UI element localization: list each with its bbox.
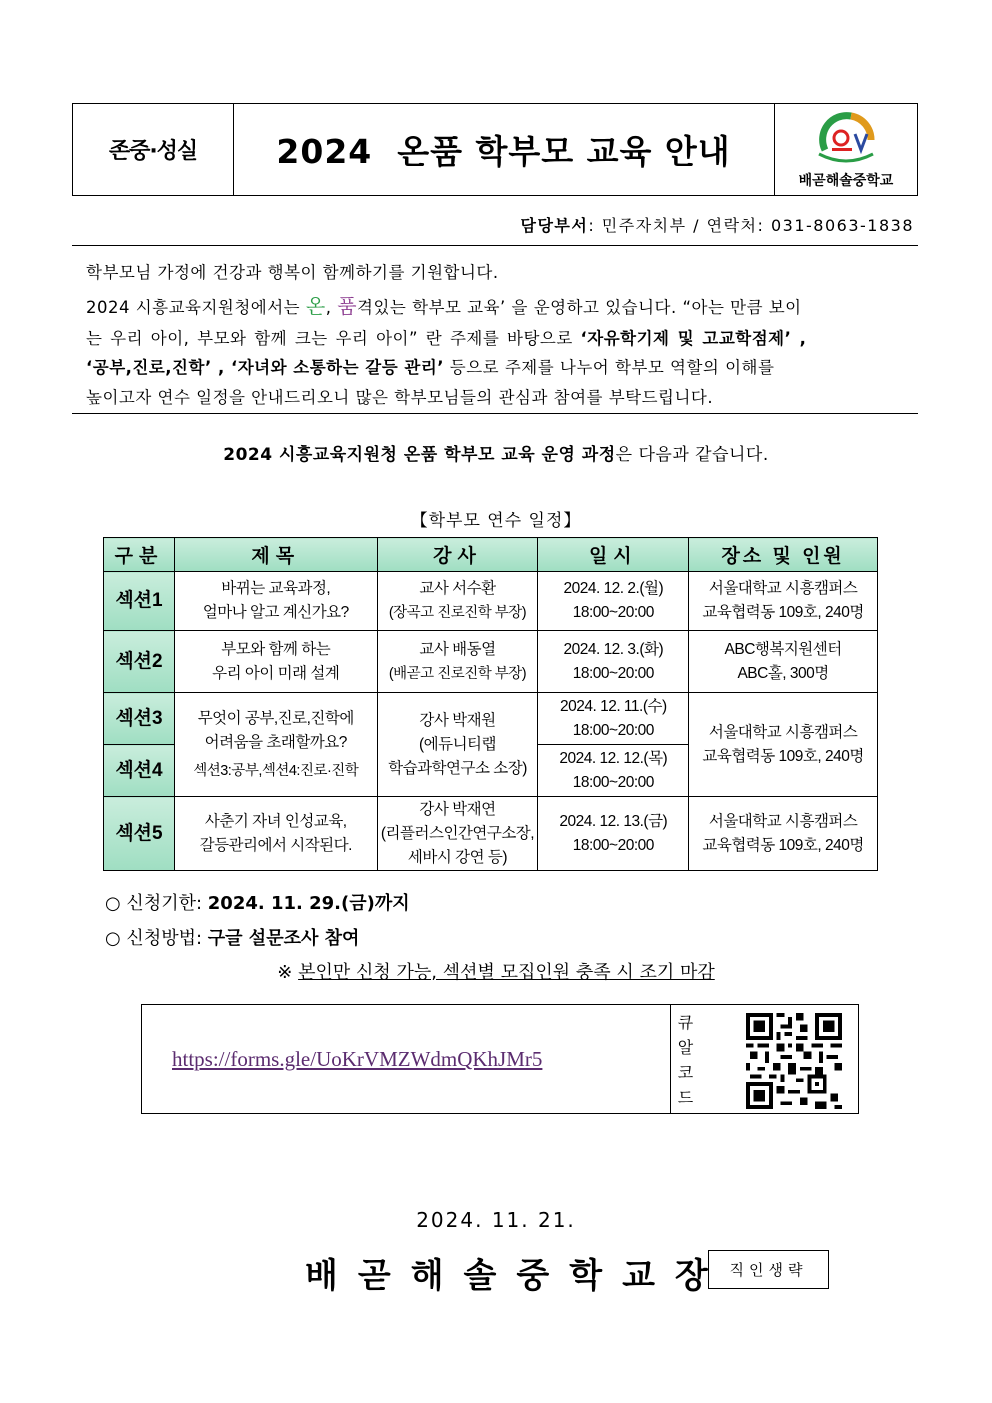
header-datetime: 일시 — [538, 538, 689, 572]
place-cell — [689, 631, 878, 693]
datetime-cell — [538, 797, 689, 871]
place-line: ABC홀, 300명 — [737, 664, 829, 682]
date-line: 2024. 12. 12.(목) — [559, 749, 668, 767]
intro-paragraph — [72, 245, 918, 414]
place-line: 서울대학교 시흥캠퍼스 — [708, 580, 858, 597]
document-title: 2024 온품 학부모 교육 안내 — [233, 104, 775, 195]
title-line: 무엇이 공부,진로,진학에 — [197, 709, 354, 727]
apply-note — [0, 958, 992, 984]
intro-topic-1: ‘자유학기제 및 고교학점제’ , — [580, 329, 807, 348]
speaker-cell — [377, 572, 538, 631]
speaker-cell — [377, 693, 538, 797]
school-logo-icon — [811, 110, 881, 168]
intro-line-2c: 격있는 학부모 교육’ 을 운영하고 있습니다. “아는 만큼 보이 — [357, 298, 802, 317]
schedule-table — [103, 537, 878, 871]
note-text: 본인만 신청 가능, 섹션별 모집인원 충족 시 조기 마감 — [298, 962, 715, 983]
time-line: 18:00~20:00 — [572, 721, 654, 739]
speaker-line: 학습과학연구소 소장) — [388, 759, 527, 777]
session-cell: 섹션1 — [104, 572, 175, 631]
title-line: 우리 아이 미래 설계 — [212, 664, 340, 682]
speaker-cell — [377, 631, 538, 693]
lead-bold: 2024 시흥교육지원청 온품 학부모 교육 운영 과정 — [223, 445, 616, 465]
header-place: 장소 및 인원 — [689, 538, 878, 572]
speaker-line: 세바시 강연 등) — [407, 848, 508, 866]
intro-line-4b: 등으로 주제를 나누어 학부모 역할의 이해를 — [444, 358, 775, 377]
intro-line-3a: 는 우리 아이, 부모와 함께 크는 우리 아이” 란 주제를 바탕으로 — [86, 329, 581, 348]
place-line: ABC행복지원센터 — [724, 640, 842, 658]
speaker-line: 교사 배동열 — [419, 640, 496, 658]
deadline-label: ○ 신청기한: — [105, 893, 208, 914]
intro-line-5: 높이고자 연수 일정을 안내드리오니 많은 학부모님들의 관심과 참여를 부탁드립니다. — [86, 388, 714, 407]
table-row — [104, 693, 878, 745]
title-line: 부모와 함께 하는 — [221, 640, 331, 658]
header-title: 제목 — [174, 538, 377, 572]
date-line: 2024. 12. 2.(월) — [563, 580, 664, 597]
datetime-cell — [538, 745, 689, 797]
apply-method — [105, 924, 359, 950]
speaker-line: 강사 박재원 — [419, 711, 496, 729]
time-line: 18:00~20:00 — [572, 773, 654, 791]
speaker-line: 교사 서수환 — [419, 580, 496, 597]
seal-omitted-box: 직인생략 — [708, 1250, 829, 1289]
place-line: 서울대학교 시흥캠퍼스 — [708, 812, 858, 830]
header-session: 구분 — [104, 538, 175, 572]
table-row — [104, 631, 878, 693]
place-line: 서울대학교 시흥캠퍼스 — [708, 723, 858, 741]
title-line: 바뀌는 교육과정, — [221, 580, 331, 597]
method-value: 구글 설문조사 참여 — [207, 928, 360, 949]
time-line: 18:00~20:00 — [572, 664, 654, 682]
qr-label-char: 코 — [677, 1063, 694, 1082]
datetime-cell — [538, 631, 689, 693]
school-logo — [775, 104, 917, 195]
place-line: 교육협력동 109호, 240명 — [702, 836, 864, 854]
contact-info — [520, 213, 914, 236]
title-cell — [174, 572, 377, 631]
intro-line-4 — [86, 354, 906, 378]
title-cell — [174, 693, 377, 797]
principal-signature: 배곧해솔중학교장 — [305, 1256, 728, 1296]
place-cell — [689, 693, 878, 797]
deadline-value: 2024. 11. 29.(금)까지 — [207, 893, 410, 914]
speaker-line: (리플러스인간연구소장, — [380, 824, 535, 842]
table-row — [104, 572, 878, 631]
lead-sentence — [0, 440, 992, 465]
session-cell: 섹션5 — [104, 797, 175, 871]
title-line: 섹션3:공부,섹션4:진로·진학 — [193, 762, 359, 779]
intro-line-1: 학부모님 가정에 건강과 행복이 함께하기를 기원합니다. — [86, 263, 499, 282]
apply-deadline — [105, 889, 410, 915]
datetime-cell — [538, 693, 689, 745]
title-line: 사춘기 자녀 인성교육, — [204, 812, 347, 830]
qr-label-char: 드 — [677, 1088, 694, 1107]
intro-line-2 — [86, 290, 906, 319]
speaker-cell — [377, 797, 538, 871]
date-line: 2024. 12. 13.(금) — [559, 812, 668, 830]
date-line: 2024. 12. 11.(수) — [559, 697, 667, 715]
speaker-line: 강사 박재연 — [419, 800, 496, 818]
issue-date: 2024. 11. 21. — [416, 1208, 576, 1232]
place-cell — [689, 572, 878, 631]
session-cell: 섹션4 — [104, 745, 175, 797]
title-line: 어려움을 초래할까요? — [204, 733, 347, 751]
session-cell: 섹션3 — [104, 693, 175, 745]
schedule-title: 【학부모 연수 일정】 — [410, 511, 582, 531]
method-label: ○ 신청방법: — [105, 928, 208, 949]
intro-line-2a: 2024 시흥교육지원청에서는 — [86, 298, 306, 317]
time-line: 18:00~20:00 — [572, 836, 654, 854]
qr-label-char: 큐 — [677, 1013, 694, 1032]
title-cell — [174, 631, 377, 693]
place-line: 교육협력동 109호, 240명 — [702, 747, 864, 765]
date-line: 2024. 12. 3.(화) — [563, 640, 664, 658]
department-contact: : 민주자치부 / 연락처: 031-8063-1838 — [588, 216, 914, 235]
speaker-line: (배곧고 진로진학 부장) — [388, 665, 527, 682]
qr-label-char: 알 — [677, 1038, 694, 1057]
speaker-line: (에듀니티랩 — [418, 735, 496, 753]
link-box — [141, 1004, 859, 1114]
on-highlight: 온 — [305, 294, 326, 318]
qr-label — [670, 1005, 700, 1113]
department-label: 담당부서 — [520, 216, 589, 235]
time-line: 18:00~20:00 — [572, 604, 654, 621]
intro-topic-2-3: ‘공부,진로,진학’ , ‘자녀와 소통하는 갈등 관리’ — [86, 358, 445, 377]
document-header — [72, 103, 918, 196]
speaker-line: (장곡고 진로진학 부장) — [388, 605, 527, 621]
title-cell — [174, 797, 377, 871]
place-line: 교육협력동 109호, 240명 — [702, 604, 864, 621]
school-motto: 존중·성실 — [73, 104, 234, 195]
place-cell — [689, 797, 878, 871]
pum-highlight: 품 — [337, 294, 358, 318]
datetime-cell — [538, 572, 689, 631]
session-cell: 섹션2 — [104, 631, 175, 693]
intro-line-3 — [86, 325, 906, 349]
qr-code-icon[interactable] — [746, 1013, 842, 1109]
table-header-row — [104, 538, 878, 572]
intro-line-2b: , — [325, 298, 338, 317]
title-line: 얼마나 알고 계신가요? — [202, 604, 349, 621]
lead-rest: 은 다음과 같습니다. — [615, 445, 769, 465]
survey-link[interactable]: https://forms.gle/UoKrVMZWdmQKhJMr5 — [172, 1047, 543, 1071]
title-line: 갈등관리에서 시작된다. — [199, 836, 352, 854]
note-mark: ※ — [277, 962, 299, 983]
header-speaker: 강사 — [377, 538, 538, 572]
school-logo-name: 배곧해솔중학교 — [798, 172, 894, 189]
table-row — [104, 797, 878, 871]
